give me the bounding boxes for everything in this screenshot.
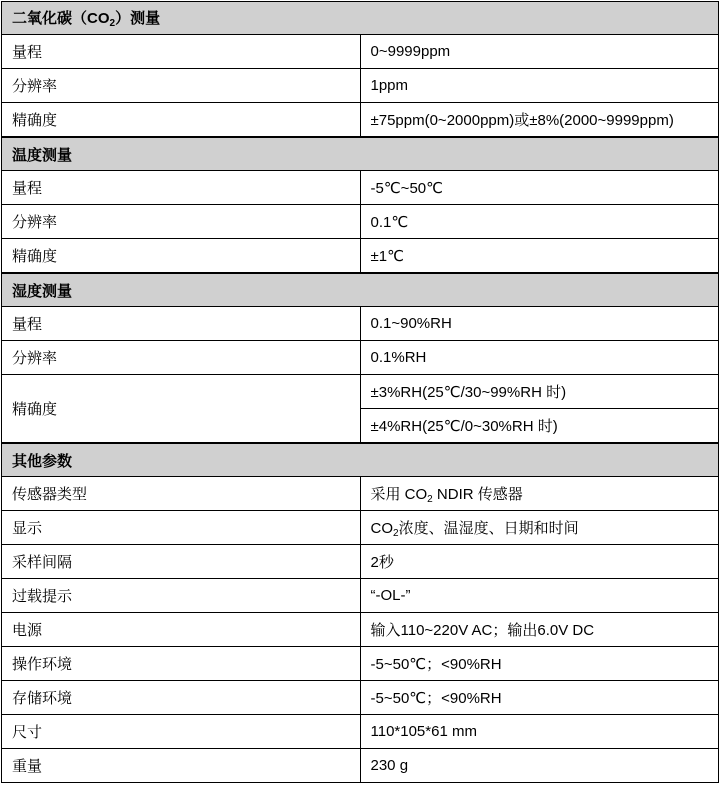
row-label: 过载提示: [2, 579, 361, 613]
row-value: ±4%RH(25℃/0~30%RH 时): [360, 409, 719, 444]
row-label: 精确度: [2, 103, 361, 138]
row-label: 量程: [2, 307, 361, 341]
row-value: -5℃~50℃: [360, 171, 719, 205]
table-row: [2, 545, 719, 579]
row-value: 230 g: [360, 749, 719, 783]
row-label: 采样间隔: [2, 545, 361, 579]
row-label: 分辨率: [2, 205, 361, 239]
row-value: 0.1℃: [360, 205, 719, 239]
table-row: [2, 681, 719, 715]
table-row: [2, 613, 719, 647]
table-row: [2, 307, 719, 341]
subscript: 2: [109, 18, 116, 29]
table-row: [2, 375, 719, 409]
row-label: 分辨率: [2, 341, 361, 375]
table-row: [2, 579, 719, 613]
row-value: ±75ppm(0~2000ppm)或±8%(2000~9999ppm): [360, 103, 719, 138]
row-value: ±1℃: [360, 239, 719, 274]
row-label: 显示: [2, 511, 361, 545]
value-text: 浓度、温湿度、日期和时间: [398, 519, 579, 537]
row-value: [360, 477, 719, 511]
table-row: [2, 647, 719, 681]
section-title-text: ）测量: [115, 10, 161, 27]
section-header-other: [2, 443, 719, 477]
row-value: “-OL-”: [360, 579, 719, 613]
row-label: 电源: [2, 613, 361, 647]
table-row: [2, 35, 719, 69]
row-value: [360, 511, 719, 545]
row-value: 输入110~220V AC；输出6.0V DC: [360, 613, 719, 647]
table-row: [2, 103, 719, 138]
row-label: 量程: [2, 171, 361, 205]
row-value: 1ppm: [360, 69, 719, 103]
row-value: 0.1%RH: [360, 341, 719, 375]
row-value: ±3%RH(25℃/30~99%RH 时): [360, 375, 719, 409]
table-row: [2, 715, 719, 749]
table-row: [2, 171, 719, 205]
section-title-text: 二氧化碳（CO: [12, 10, 110, 27]
row-value: 2秒: [360, 545, 719, 579]
value-text: NDIR 传感器: [432, 485, 523, 503]
section-header-temperature: [2, 137, 719, 171]
section-header-co2: [2, 2, 719, 35]
table-row: [2, 69, 719, 103]
table-row: [2, 341, 719, 375]
value-text: CO: [370, 519, 393, 537]
row-label: 精确度: [2, 375, 361, 444]
table-row: [2, 477, 719, 511]
table-row: [2, 749, 719, 783]
table-row: [2, 239, 719, 274]
spec-table: [1, 1, 719, 783]
row-label: 操作环境: [2, 647, 361, 681]
value-text: 采用 CO: [370, 485, 428, 503]
subscript: 2: [393, 527, 399, 539]
row-value: -5~50℃；<90%RH: [360, 647, 719, 681]
row-label: 重量: [2, 749, 361, 783]
row-label: 传感器类型: [2, 477, 361, 511]
row-label: 分辨率: [2, 69, 361, 103]
section-header-humidity: [2, 273, 719, 307]
section-title: 湿度测量: [2, 273, 719, 307]
row-label: 存储环境: [2, 681, 361, 715]
row-label: 量程: [2, 35, 361, 69]
row-value: 110*105*61 mm: [360, 715, 719, 749]
row-value: 0.1~90%RH: [360, 307, 719, 341]
table-row: [2, 511, 719, 545]
section-title: 其他参数: [2, 443, 719, 477]
row-label: 精确度: [2, 239, 361, 274]
section-title: [2, 2, 719, 35]
row-value: -5~50℃；<90%RH: [360, 681, 719, 715]
row-value: 0~9999ppm: [360, 35, 719, 69]
table-row: [2, 205, 719, 239]
row-label: 尺寸: [2, 715, 361, 749]
subscript: 2: [427, 493, 433, 505]
section-title: 温度测量: [2, 137, 719, 171]
